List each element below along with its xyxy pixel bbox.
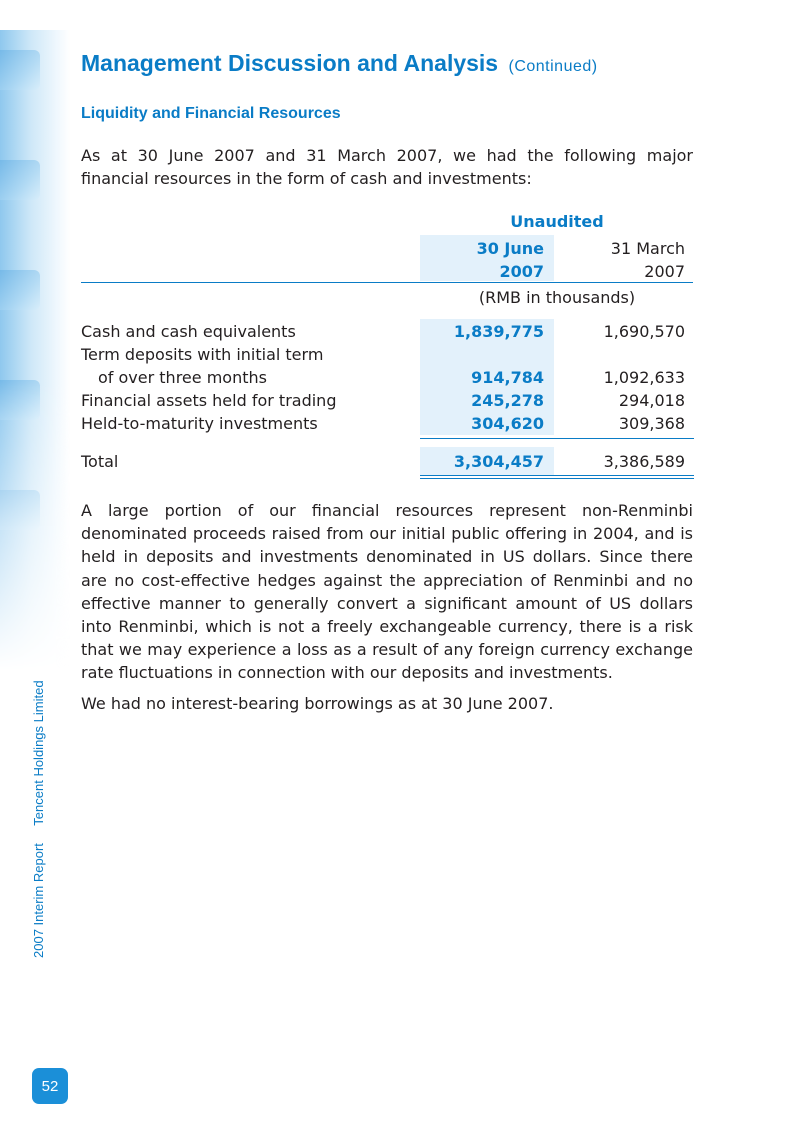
current-value: 914,784 (471, 368, 544, 387)
company-name: Tencent Holdings Limited (31, 680, 46, 826)
closing-paragraph: We had no interest-bearing borrowings as at 30 June 2007. (81, 694, 554, 713)
total-rule-1 (420, 475, 694, 476)
report-name: 2007 Interim Report (31, 843, 46, 958)
subtotal-rule (420, 438, 694, 439)
page-title (81, 50, 598, 77)
total-rule-2 (420, 478, 694, 479)
side-decoration (0, 30, 70, 670)
prior-value: 1,690,570 (603, 322, 685, 341)
total-prior-value: 3,386,589 (603, 452, 685, 471)
section-heading: Liquidity and Financial Resources (81, 105, 341, 122)
current-period-header-line1: 30 June (476, 239, 544, 258)
prior-period-header-line2: 2007 (644, 262, 685, 281)
total-current-value: 3,304,457 (453, 452, 544, 471)
page-number: 52 (32, 1068, 68, 1104)
prior-value: 309,368 (618, 414, 685, 433)
row-label: Held-to-maturity investments (81, 414, 318, 433)
row-label: Financial assets held for trading (81, 391, 337, 410)
page-title-continued: (Continued) (508, 58, 598, 75)
current-period-header (420, 237, 544, 283)
vertical-footer (31, 666, 46, 958)
current-value: 245,278 (471, 391, 544, 410)
prior-period-header-line1: 31 March (610, 239, 685, 258)
row-label: Cash and cash equivalents (81, 322, 296, 341)
unaudited-header: Unaudited (510, 212, 604, 231)
current-value: 1,839,775 (453, 322, 544, 341)
row-label-continued: of over three months (98, 368, 267, 387)
prior-value: 294,018 (618, 391, 685, 410)
header-rule (81, 282, 693, 283)
prior-value: 1,092,633 (603, 368, 685, 387)
total-label: Total (81, 452, 119, 471)
body-paragraph: A large portion of our financial resources represent non-Renminbi denominated proceeds raised from our initial public offering in 2004, and is held in deposits and investments denominated in US dollars. Since there are no cost-effective hedges against the appreciation of Renminbi and no effective manner to generally convert a significant amount of US dollars into Renminbi, which is not a freely exchangeable currency, there is a risk that we may experience a loss as a result of any foreign currency exchange rate fluctuations in connection with our deposits and investments. (81, 501, 693, 683)
page-title-text: Management Discussion and Analysis (81, 50, 499, 76)
current-period-header-line2: 2007 (499, 262, 544, 281)
current-value: 304,620 (471, 414, 544, 433)
prior-period-header (560, 237, 685, 283)
row-label: Term deposits with initial term (81, 345, 324, 364)
unit-note: (RMB in thousands) (478, 288, 636, 307)
intro-paragraph: As at 30 June 2007 and 31 March 2007, we had the following major financial resources in the form of cash and investments: (81, 146, 693, 189)
